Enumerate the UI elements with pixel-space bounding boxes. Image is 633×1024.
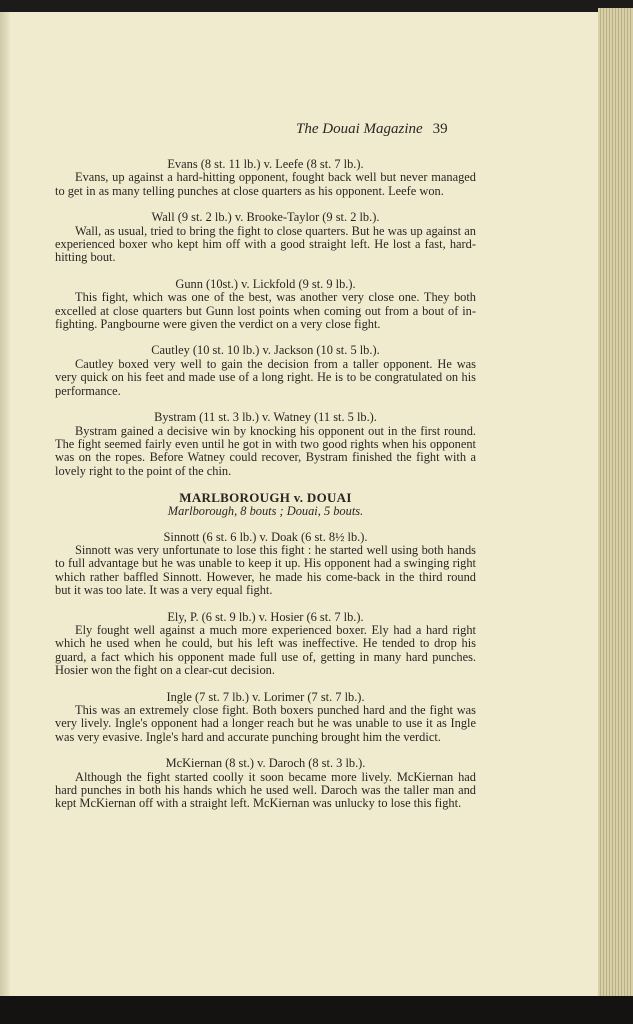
bout-title: Gunn (10st.) v. Lickfold (9 st. 9 lb.). — [175, 276, 356, 291]
bout-bystram-watney — [55, 411, 476, 478]
bout-report: Cautley boxed very well to gain the decision from a taller opponent. He was very quick on his feet and made use of a long right. He is to be congratulated on his performance. — [55, 356, 476, 398]
bout-report: This fight, which was one of the best, was another very close one. They both excelled at close quarters but Gunn lost points when coming out from a bout of in-fighting. Pangbourne were given the verdict on a very close fight. — [55, 290, 476, 332]
bout-title: Evans (8 st. 11 lb.) v. Leefe (8 st. 7 lb.). — [167, 157, 364, 171]
bout-mckiernan-daroch — [55, 757, 476, 811]
bout-title: Sinnott (6 st. 6 lb.) v. Doak (6 st. 8½ lb.). — [163, 529, 368, 544]
bout-title: Wall (9 st. 2 lb.) v. Brooke-Taylor (9 st. 2 lb.). — [151, 210, 380, 225]
bout-evans-leefe — [55, 158, 476, 198]
article-body — [55, 158, 476, 824]
bout-title: Cautley (10 st. 10 lb.) v. Jackson (10 st. 5 lb.). — [151, 343, 380, 358]
bout-title: Ely, P. (6 st. 9 lb.) v. Hosier (6 st. 7 lb.). — [167, 609, 364, 624]
magazine-title: The Douai Magazine — [296, 121, 423, 137]
bout-report: Bystram gained a decisive win by knocking his opponent out in the first round. The fight seemed fairly even until he got in with two good rights when his opponent was on the ropes. Before Watney could recover, Bystram finished the fight with a lovely right to the point of the chin. — [55, 423, 476, 478]
match-heading — [55, 491, 476, 518]
bout-gunn-lickfold — [55, 278, 476, 332]
bout-report: Although the fight started coolly it soon became more lively. McKiernan had hard punches in both his hands which he used well. Daroch was the taller man and kept McKiernan off with a straight left. McKiernan was unlucky to lose this fight. — [55, 769, 476, 811]
match-result: Marlborough, 8 bouts ; Douai, 5 bouts. — [167, 504, 364, 519]
bout-sinnott-doak — [55, 531, 476, 598]
match-title: MARLBOROUGH v. DOUAI — [179, 490, 352, 506]
bottom-edge — [0, 996, 633, 1024]
binding-gutter — [0, 12, 10, 998]
bout-report: Evans, up against a hard-hitting opponent, fought back well but never managed to get in as many telling punches at close quarters as his opponent. Leefe won. — [55, 170, 476, 198]
bout-cautley-jackson — [55, 344, 476, 398]
running-header — [296, 121, 478, 138]
bout-title: Bystram (11 st. 3 lb.) v. Watney (11 st. 5 lb.). — [154, 410, 377, 425]
bout-wall-brooke-taylor — [55, 211, 476, 265]
page-number: 39 — [432, 121, 448, 137]
bout-title: McKiernan (8 st.) v. Daroch (8 st. 3 lb.). — [165, 756, 366, 771]
bout-report: Wall, as usual, tried to bring the fight to close quarters. But he was up against an experienced boxer who kept him off with a good straight left. He lost a fast, hard-hitting bout. — [55, 223, 476, 265]
bout-ingle-lorimer — [55, 691, 476, 745]
page-edges — [598, 8, 633, 998]
bout-title: Ingle (7 st. 7 lb.) v. Lorimer (7 st. 7 lb.). — [166, 689, 365, 704]
bout-ely-hosier — [55, 611, 476, 678]
bout-report: Sinnott was very unfortunate to lose this fight : he started well using both hands to full advantage but he was unable to keep it up. His opponent had a swinging right which rather baffled Sinnott. However, he made his come-back in the third round but it was too late. It was a very equal fight. — [55, 542, 476, 598]
bout-report: This was an extremely close fight. Both boxers punched hard and the fight was very lively. Ingle's opponent had a longer reach but he was unable to use it as Ingle was very evasive. Ingle's hard and accurate punching brought him the verdict. — [55, 703, 476, 744]
bout-report: Ely fought well against a much more experienced boxer. Ely had a hard right which he used when he could, but his left was ineffective. He tended to drop his guard, a fact which his opponent made full use of, getting in many hard punches. Hosier won the fight on a clear-cut decision. — [55, 622, 476, 678]
